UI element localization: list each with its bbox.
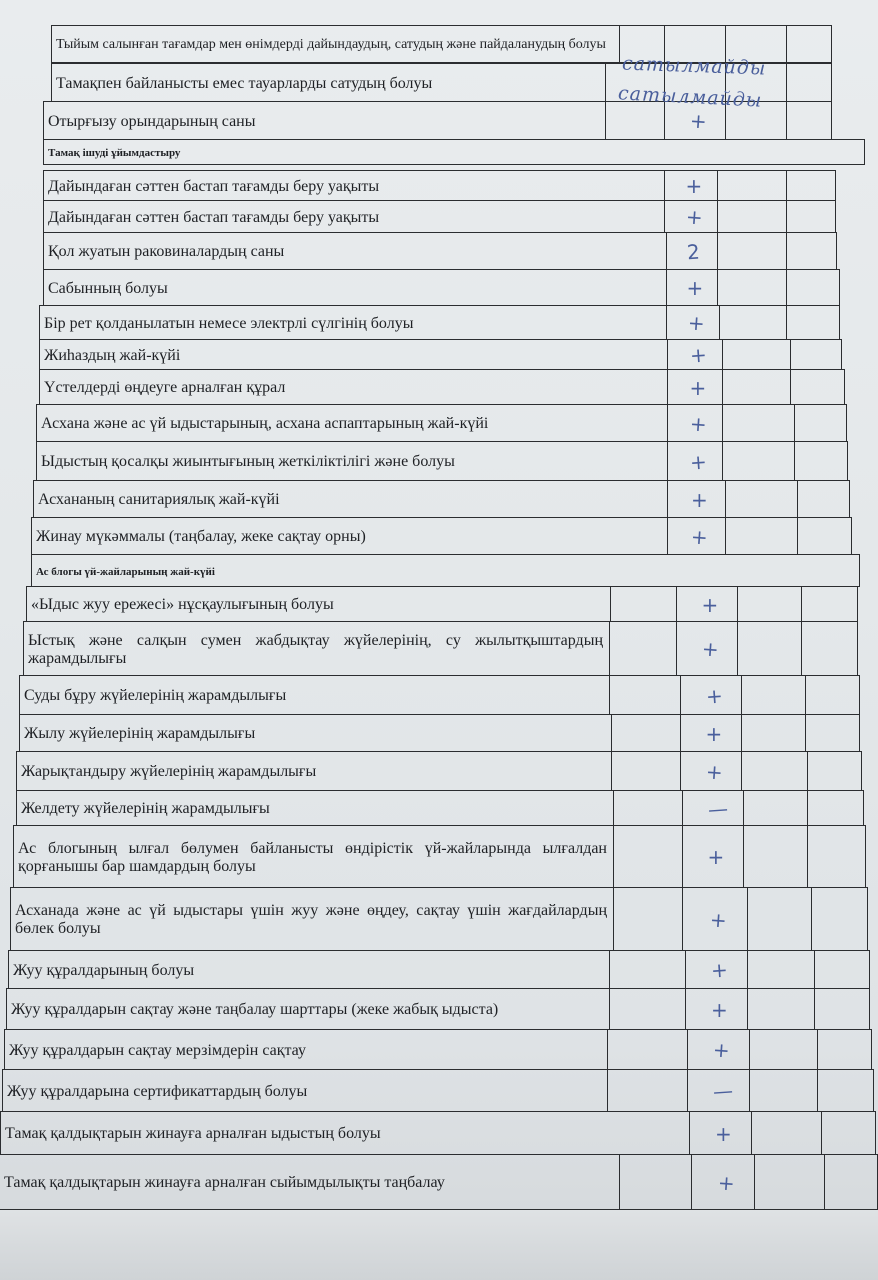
handwritten-mark: + (704, 682, 724, 709)
item-label (36, 404, 668, 442)
value-cell (676, 586, 738, 622)
handwritten-mark: + (690, 523, 709, 550)
handwritten-mark: + (700, 636, 720, 662)
table-row (0, 171, 878, 201)
item-label-text: Асхана және ас үй ыдыстарының, асхана аспаптарының жай-күйі (41, 415, 489, 432)
value-cell (719, 305, 787, 340)
item-label-text: Жинау мүкәммалы (таңбалау, жеке сақтау орны) (36, 528, 366, 545)
value-cell (749, 1029, 818, 1070)
handwritten-mark: + (688, 410, 708, 437)
value-cell (717, 200, 787, 233)
handwritten-mark: + (688, 342, 708, 368)
value-cell (717, 232, 787, 270)
item-label (39, 305, 667, 340)
table-row (0, 989, 878, 1030)
value-cell (794, 441, 848, 481)
item-label (19, 675, 610, 715)
handwritten-mark: + (711, 997, 728, 1022)
value-cell (805, 714, 860, 752)
item-label-text: Дайындаған сәттен бастап тағамды беру уақыты (48, 177, 380, 195)
value-cell (666, 232, 718, 270)
value-cell (741, 675, 806, 715)
value-cell (611, 714, 681, 752)
table-row (0, 306, 878, 340)
item-label-text: Жуу құралдарына сертификаттардың болуы (7, 1082, 308, 1100)
value-cell (667, 404, 723, 442)
value-cell (667, 339, 723, 370)
value-cell (805, 675, 860, 715)
value-cell (676, 621, 738, 676)
value-cell (790, 339, 842, 370)
table-row (0, 405, 878, 442)
value-cell (607, 1029, 688, 1070)
value-cell (749, 1069, 818, 1112)
value-cell (680, 714, 742, 752)
value-cell (691, 1154, 755, 1210)
section-header-row (0, 555, 878, 587)
handwritten-mark: + (688, 448, 708, 475)
value-cell (609, 621, 677, 676)
table-row (0, 826, 878, 888)
handwritten-mark: + (686, 276, 704, 300)
value-cell (667, 369, 723, 405)
table-row (0, 587, 878, 622)
item-label-text: Ас блогының ылғал бөлумен байланысты өндірістік үй-жайларында ылғалдан қорғанышы бар шамдардың болуы (18, 839, 607, 875)
value-cell (824, 1154, 878, 1210)
table-row (0, 481, 878, 518)
item-label (0, 1154, 620, 1210)
value-cell (682, 887, 748, 951)
item-label (6, 988, 610, 1030)
table-row (0, 340, 878, 370)
value-cell (737, 621, 802, 676)
value-cell (786, 200, 836, 233)
item-label-text: Жылу жүйелерінің жарамдылығы (24, 725, 256, 742)
value-cell (754, 1154, 825, 1210)
item-label-text: Жиһаздың жай-күйі (44, 346, 181, 364)
section-title-text: Ас блогы үй-жайларының жай-күйі (36, 565, 215, 578)
handwritten-mark: 2 (685, 239, 701, 264)
handwritten-mark: + (704, 758, 724, 785)
value-cell (605, 101, 665, 140)
value-cell (807, 790, 864, 826)
item-label (10, 887, 614, 951)
item-label (13, 825, 614, 888)
item-label-text: Суды бұру жүйелерінің жарамдылығы (24, 687, 287, 704)
handwritten-mark: + (710, 957, 729, 983)
item-label (43, 101, 606, 140)
value-cell (786, 63, 832, 102)
value-cell (801, 621, 858, 676)
item-label-text: Асхананың санитариялық жай-күйі (38, 491, 280, 508)
table-row (0, 715, 878, 752)
value-cell (737, 586, 802, 622)
table-row (0, 1070, 878, 1112)
handwritten-mark: + (689, 375, 707, 400)
value-cell (814, 988, 870, 1030)
value-cell (747, 950, 815, 989)
value-cell (741, 751, 808, 791)
value-cell (722, 404, 795, 442)
table-row (0, 270, 878, 306)
item-label-text: Ыдыстың қосалқы жиынтығының жеткіліктілігі және болуы (41, 453, 455, 470)
value-cell (725, 517, 798, 555)
handwritten-mark: + (716, 1169, 736, 1196)
item-label-text: Қол жуатын раковиналардың саны (48, 243, 285, 260)
item-label-text: Жуу құралдарының болуы (13, 961, 195, 979)
table-row (0, 233, 878, 270)
value-cell (619, 1154, 692, 1210)
value-cell (722, 441, 795, 481)
value-cell (817, 1029, 872, 1070)
item-label (51, 63, 606, 102)
item-label-text: «Ыдыс жуу ережесі» нұсқаулығының болуы (31, 596, 334, 613)
value-cell (680, 751, 742, 791)
value-cell (613, 790, 683, 826)
value-cell (741, 714, 806, 752)
value-cell (786, 101, 832, 140)
value-cell (685, 950, 748, 989)
item-label-text: Жуу құралдарын сақтау мерзімдерін сақтау (9, 1041, 306, 1059)
value-cell (667, 517, 726, 555)
value-cell (743, 825, 808, 888)
table-row (0, 370, 878, 405)
item-label-text: Ыстық және салқын сумен жабдықтау жүйелерінің, су жылытқыштардың жарамдылығы (28, 631, 603, 667)
value-cell (717, 269, 787, 306)
table-row (0, 791, 878, 826)
handwritten-mark: — (706, 795, 729, 822)
value-cell (680, 675, 742, 715)
value-cell (685, 988, 748, 1030)
item-label (43, 269, 667, 306)
item-label (43, 170, 665, 201)
item-label-text: Асханада және ас үй ыдыстары үшін жуу және өңдеу, сақтау үшін жағдайлардың бөлек болуы (15, 902, 607, 937)
table-row (0, 888, 878, 951)
value-cell (807, 751, 862, 791)
value-cell (610, 586, 677, 622)
value-cell (613, 887, 683, 951)
item-label-text: Тыйым салынған тағамдар мен өнімдерді дайындаудың, сатудың және пайдаланудың болуы (56, 37, 606, 52)
item-label-text: Дайындаған сәттен бастап тағамды беру уақыты (48, 208, 380, 226)
value-cell (722, 369, 791, 405)
value-cell (607, 1069, 688, 1112)
value-cell (751, 1111, 822, 1155)
handwritten-note-2: сатылмайды (617, 82, 763, 112)
table-row (0, 201, 878, 233)
item-label (16, 751, 612, 791)
table-row (0, 622, 878, 676)
value-cell (725, 480, 798, 518)
value-cell (717, 170, 787, 201)
item-label (43, 200, 665, 233)
value-cell (747, 988, 815, 1030)
item-label-text: Жуу құралдарын сақтау және таңбалау шарттары (жеке жабық ыдыста) (11, 1001, 499, 1018)
item-label (43, 232, 667, 270)
item-label (4, 1029, 608, 1070)
table-row (0, 676, 878, 715)
value-cell (722, 339, 791, 370)
item-label (0, 1111, 690, 1155)
item-label-text: Отырғызу орындарының саны (48, 112, 256, 130)
section-header-row (0, 140, 878, 165)
item-label (8, 950, 610, 989)
value-cell (664, 200, 718, 233)
value-cell (821, 1111, 876, 1155)
table-row (0, 1112, 878, 1155)
section-title-text: Тамақ ішуді ұйымдастыру (48, 147, 181, 159)
item-label-text: Тамақ қалдықтарын жинауға арналған ыдыстың болуы (5, 1125, 381, 1142)
value-cell (814, 950, 870, 989)
value-cell (689, 1111, 752, 1155)
item-label (2, 1069, 608, 1112)
handwritten-note-1: сатылмайды (621, 52, 767, 80)
value-cell (682, 825, 744, 888)
value-cell (797, 480, 850, 518)
handwritten-mark: + (712, 1037, 731, 1063)
item-label-text: Сабынның болуы (48, 279, 168, 297)
value-cell (609, 675, 681, 715)
handwritten-mark: + (684, 204, 704, 230)
handwritten-mark: + (691, 487, 708, 512)
value-cell (811, 887, 868, 951)
value-cell (667, 441, 723, 481)
value-cell (797, 517, 852, 555)
item-label (31, 517, 668, 555)
value-cell (611, 751, 681, 791)
value-cell (786, 269, 840, 306)
item-label (39, 369, 668, 405)
value-cell (786, 305, 840, 340)
table-row (0, 752, 878, 791)
handwritten-mark: + (715, 1121, 732, 1146)
item-label (51, 25, 620, 63)
item-label-text: Бір рет қолданылатын немесе электрлі сүлгінің болуы (44, 314, 414, 332)
value-cell (743, 790, 808, 826)
table-row (0, 1155, 878, 1210)
handwritten-mark: + (701, 592, 719, 617)
value-cell (786, 170, 836, 201)
value-cell (794, 404, 847, 442)
value-cell (664, 170, 718, 201)
item-label (19, 714, 612, 752)
handwritten-mark: + (686, 310, 706, 336)
handwritten-mark: + (705, 721, 723, 746)
table-row (0, 518, 878, 555)
value-cell (687, 1029, 750, 1070)
item-label-text: Тамақ қалдықтарын жинауға арналған сыйымдылықты таңбалау (4, 1174, 445, 1191)
value-cell (786, 25, 832, 63)
value-cell (687, 1069, 750, 1112)
value-cell (807, 825, 866, 888)
table-row (0, 1030, 878, 1070)
item-label-text: Желдету жүйелерінің жарамдылығы (21, 800, 270, 817)
handwritten-mark: + (685, 174, 703, 198)
handwritten-mark: + (707, 845, 725, 869)
item-label-text: Тамақпен байланысты емес тауарларды сатудың болуы (56, 74, 433, 92)
table-row (0, 951, 878, 989)
value-cell (666, 269, 718, 306)
item-label (36, 441, 668, 481)
item-label (26, 586, 611, 622)
item-label (33, 480, 668, 518)
handwritten-mark: — (712, 1078, 734, 1104)
handwritten-mark: + (688, 108, 708, 134)
value-cell (667, 480, 726, 518)
value-cell (613, 825, 683, 888)
item-label-text: Жарықтандыру жүйелерінің жарамдылығы (21, 763, 317, 780)
item-label (23, 621, 610, 676)
value-cell (682, 790, 744, 826)
item-label (16, 790, 614, 826)
value-cell (609, 950, 686, 989)
value-cell (801, 586, 858, 622)
item-label (39, 339, 668, 370)
value-cell (609, 988, 686, 1030)
value-cell (666, 305, 720, 340)
value-cell (817, 1069, 874, 1112)
section-title (43, 139, 865, 165)
value-cell (790, 369, 845, 405)
handwritten-mark: + (708, 906, 728, 933)
table-row (0, 442, 878, 481)
value-cell (786, 232, 837, 270)
item-label-text: Үстелдерді өңдеуге арналған құрал (44, 379, 286, 396)
value-cell (747, 887, 812, 951)
section-title (31, 554, 860, 587)
